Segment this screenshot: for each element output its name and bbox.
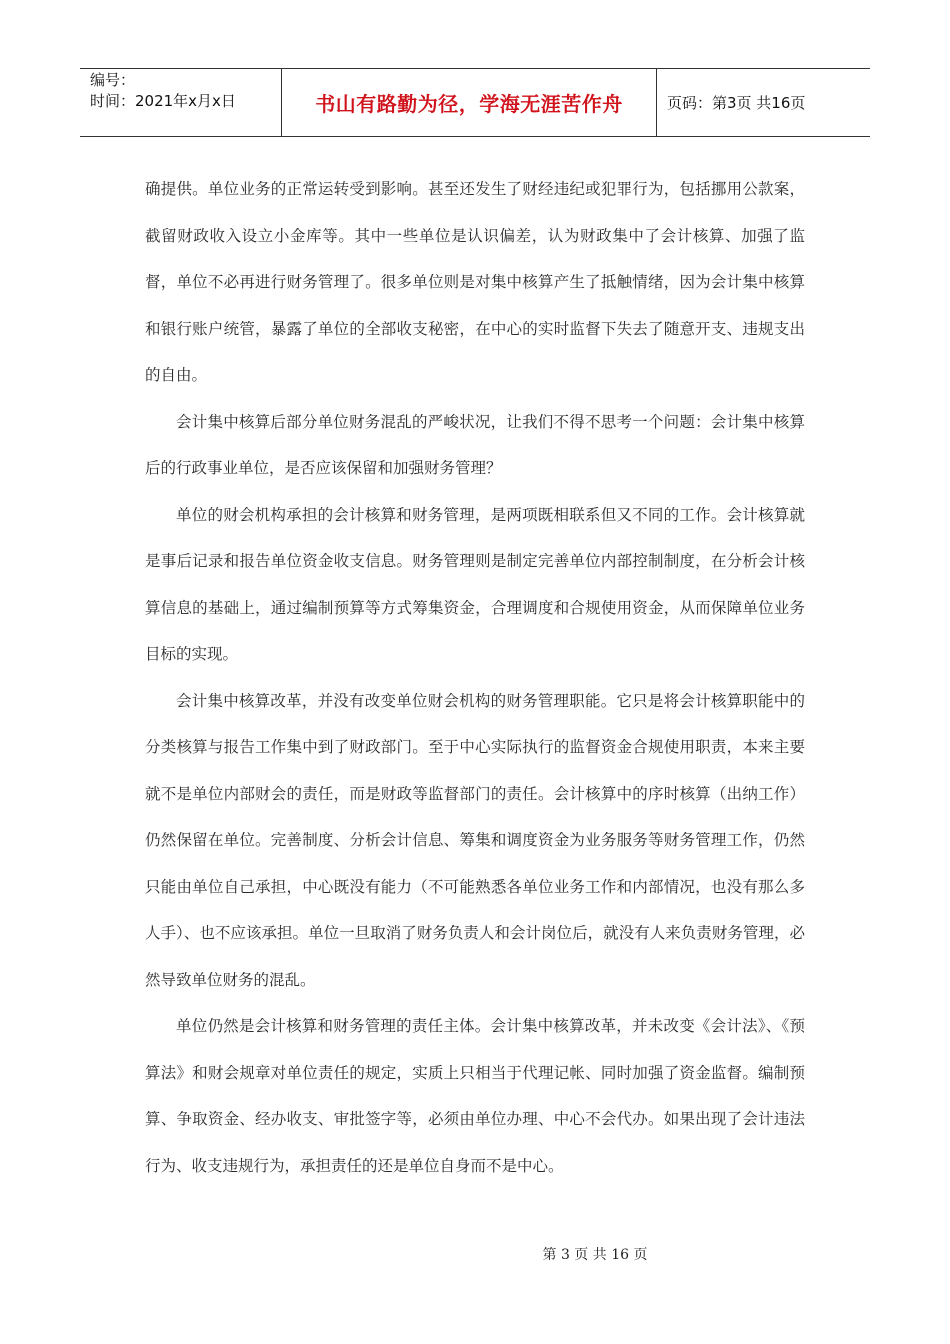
page-header [80,68,870,137]
document-body [145,166,805,1189]
document-date: 时间：2021年x月x日 [90,92,236,110]
document-number-label: 编号： [90,71,136,89]
paragraph: 单位的财会机构承担的会计核算和财务管理，是两项既相联系但又不同的工作。会计核算就是事后记录和报告单位资金收支信息。财务管理则是制定完善单位内部控制制度，在分析会计核算信息的基础上，通过编制预算等方式筹集资金，合理调度和合规使用资金，从而保障单位业务目标的实现。 [145,505,805,663]
paragraph: 单位仍然是会计核算和财务管理的责任主体。会计集中核算改革，并未改变《会计法》、《预算法》和财会规章对单位责任的规定，实质上只相当于代理记帐、同时加强了资金监督。编制预算、争取资金、经办收支、审批签字等，必须由单位办理、中心不会代办。如果出现了会计违法行为、收支违规行为，承担责任的还是单位自身而不是中心。 [145,1017,805,1175]
page-footer: 第 3 页 共 16 页 [542,1247,648,1263]
header-meta [80,69,282,136]
header-motto: 书山有路勤为径，学海无涯苦作舟 [282,69,657,136]
header-page-number: 页码：第3页 共16页 [667,94,806,112]
paragraph: 会计集中核算后部分单位财务混乱的严峻状况，让我们不得不思考一个问题：会计集中核算后的行政事业单位，是否应该保留和加强财务管理？ [145,412,805,477]
paragraph: 会计集中核算改革，并没有改变单位财会机构的财务管理职能。它只是将会计核算职能中的分类核算与报告工作集中到了财政部门。至于中心实际执行的监督资金合规使用职责，本来主要就不是单位内部财会的责任，而是财政等监督部门的责任。会计核算中的序时核算（出纳工作）仍然保留在单位。完善制度、分析会计信息、筹集和调度资金为业务服务等财务管理工作，仍然只能由单位自己承担，中心既没有能力（不可能熟悉各单位业务工作和内部情况，也没有那么多人手）、也不应该承担。单位一旦取消了财务负责人和会计岗位后，就没有人来负责财务管理，必然导致单位财务的混乱。 [145,691,805,989]
paragraph: 确提供。单位业务的正常运转受到影响。甚至还发生了财经违纪或犯罪行为，包括挪用公款案，截留财政收入设立小金库等。其中一些单位是认识偏差，认为财政集中了会计核算、加强了监督，单位不必再进行财务管理了。很多单位则是对集中核算产生了抵触情绪，因为会计集中核算和银行账户统管，暴露了单位的全部收支秘密，在中心的实时监督下失去了随意开支、违规支出的自由。 [145,180,805,384]
